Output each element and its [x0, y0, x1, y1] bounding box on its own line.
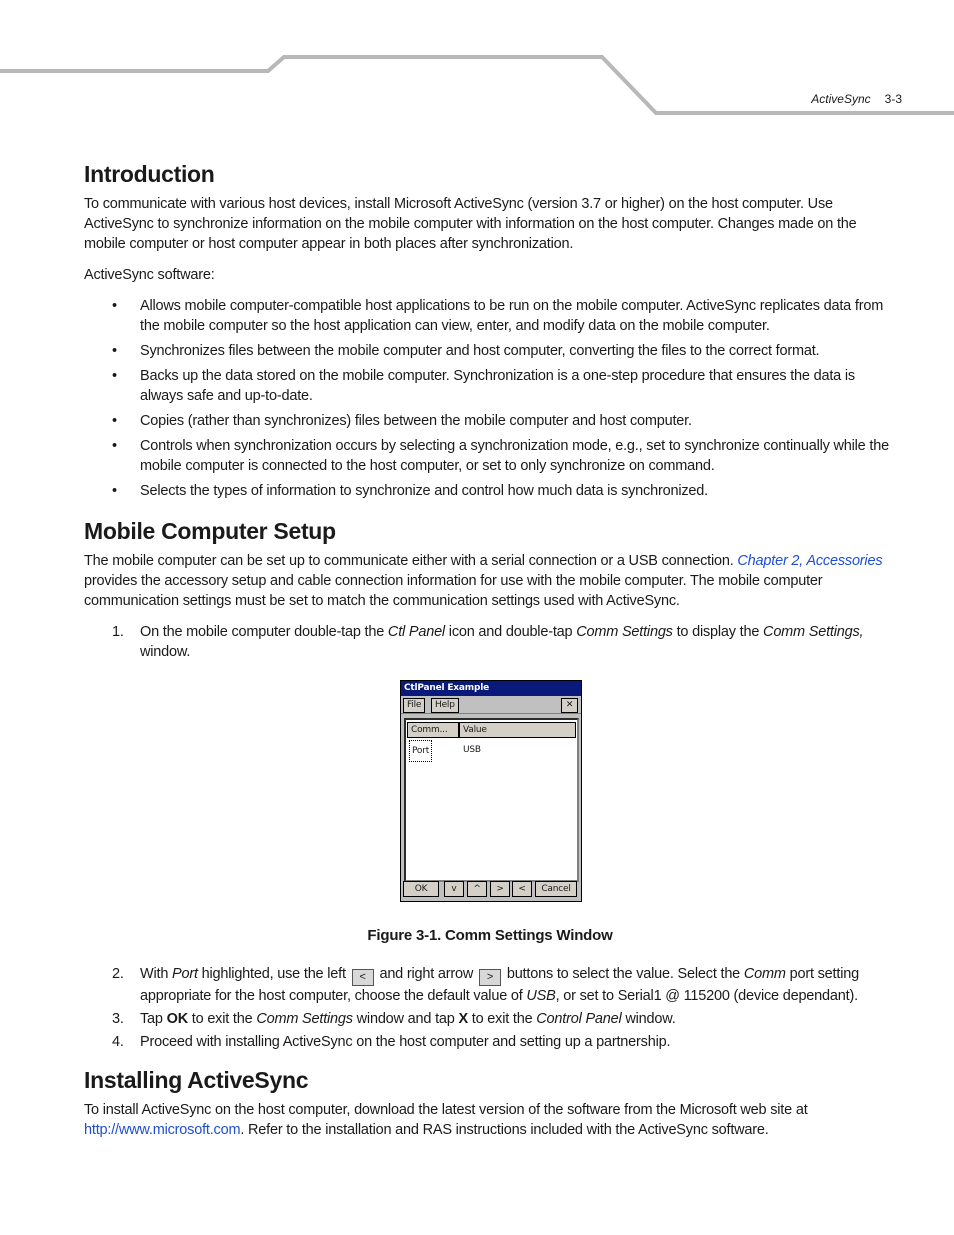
step-2: 2. With Port highlighted, use the left < and right arrow > buttons to select the value. Select the Comm port setting appropriate for the host computer, choose the default value of USB, or set to Serial1 @ 115200 (device dependant). [112, 966, 859, 1004]
down-button[interactable]: v [444, 881, 464, 897]
column-header-value[interactable]: Value [459, 722, 576, 738]
intro-paragraph: To communicate with various host devices, install Microsoft ActiveSync (version 3.7 or higher) on the host computer. Use ActiveSync to synchronize information on the mobile computer with information on the host computer. Changes made on the mobile computer or host computer appear in both places after synchronization. [84, 196, 857, 252]
figure-caption: Figure 3-1. Comm Settings Window [367, 927, 613, 944]
list-item: • Controls when synchronization occurs by selecting a synchronization mode, e.g., set to synchronize continually while the mobile computer is connected to the host computer, or set to only synchronize on command. [84, 436, 896, 476]
file-menu[interactable]: File [403, 698, 425, 713]
help-menu[interactable]: Help [431, 698, 459, 713]
port-row-value: USB [463, 745, 481, 755]
cancel-button[interactable]: Cancel [535, 881, 577, 897]
right-arrow-button-icon: > [479, 969, 501, 986]
step-1: 1. On the mobile computer double-tap the Ctl Panel icon and double-tap Comm Settings to display the Comm Settings, window. [112, 624, 864, 660]
up-button[interactable]: ^ [467, 881, 487, 897]
installing-activesync-heading: Installing ActiveSync [84, 1067, 309, 1093]
list-item: • Selects the types of information to synchronize and control how much data is synchronized. [84, 481, 896, 501]
comm-settings-figure [84, 680, 896, 916]
comm-settings-window [400, 680, 582, 902]
running-header-section: ActiveSync [811, 92, 871, 106]
right-button[interactable]: > [490, 881, 510, 897]
list-item: • Synchronizes files between the mobile computer and host computer, converting the files to the correct format. [84, 341, 896, 361]
microsoft-link[interactable]: http://www.microsoft.com [84, 1122, 241, 1138]
introduction-heading: Introduction [84, 161, 215, 187]
ok-button[interactable]: OK [403, 881, 439, 897]
port-row-name[interactable]: Port [409, 740, 432, 762]
left-arrow-button-icon: < [352, 969, 374, 986]
menu-bar [401, 696, 581, 714]
activesync-software-label: ActiveSync software: [84, 267, 215, 283]
list-item: • Backs up the data stored on the mobile computer. Synchronization is a one-step procedure that ensures the data is always safe and up-to-date. [84, 366, 896, 406]
left-button[interactable]: < [512, 881, 532, 897]
close-icon[interactable]: ✕ [561, 698, 578, 713]
install-paragraph: To install ActiveSync on the host computer, download the latest version of the software from the Microsoft web site at http://www.microsoft.com. Refer to the installation and RAS instructions included with the ActiveSync software. [84, 1102, 808, 1138]
step-4: 4. Proceed with installing ActiveSync on the host computer and setting up a partnership. [112, 1034, 671, 1050]
list-item: • Allows mobile computer-compatible host applications to be run on the mobile computer. ActiveSync replicates data from the mobile computer so the host application can view, enter, and modify data on the mobile computer. [84, 296, 896, 336]
window-title: CtlPanel Example [401, 681, 581, 696]
setup-paragraph: The mobile computer can be set up to communicate either with a serial connection or a USB connection. Chapter 2, Accessories provides the accessory setup and cable connection information for use with the mobile computer. The mobile computer communication settings must be set to match the communication settings used with ActiveSync. [84, 553, 883, 609]
step-3: 3. Tap OK to exit the Comm Settings window and tap X to exit the Control Panel window. [112, 1011, 676, 1027]
feature-list [84, 296, 896, 501]
column-header-comm[interactable]: Comm... [407, 722, 459, 738]
window-button-bar [403, 881, 579, 898]
list-item: • Copies (rather than synchronizes) files between the mobile computer and host computer. [84, 411, 896, 431]
mobile-computer-setup-heading: Mobile Computer Setup [84, 518, 336, 544]
running-header [811, 92, 902, 106]
settings-list[interactable] [404, 718, 579, 882]
chapter-2-link[interactable]: Chapter 2, Accessories [737, 553, 883, 569]
page-number: 3-3 [884, 92, 902, 106]
